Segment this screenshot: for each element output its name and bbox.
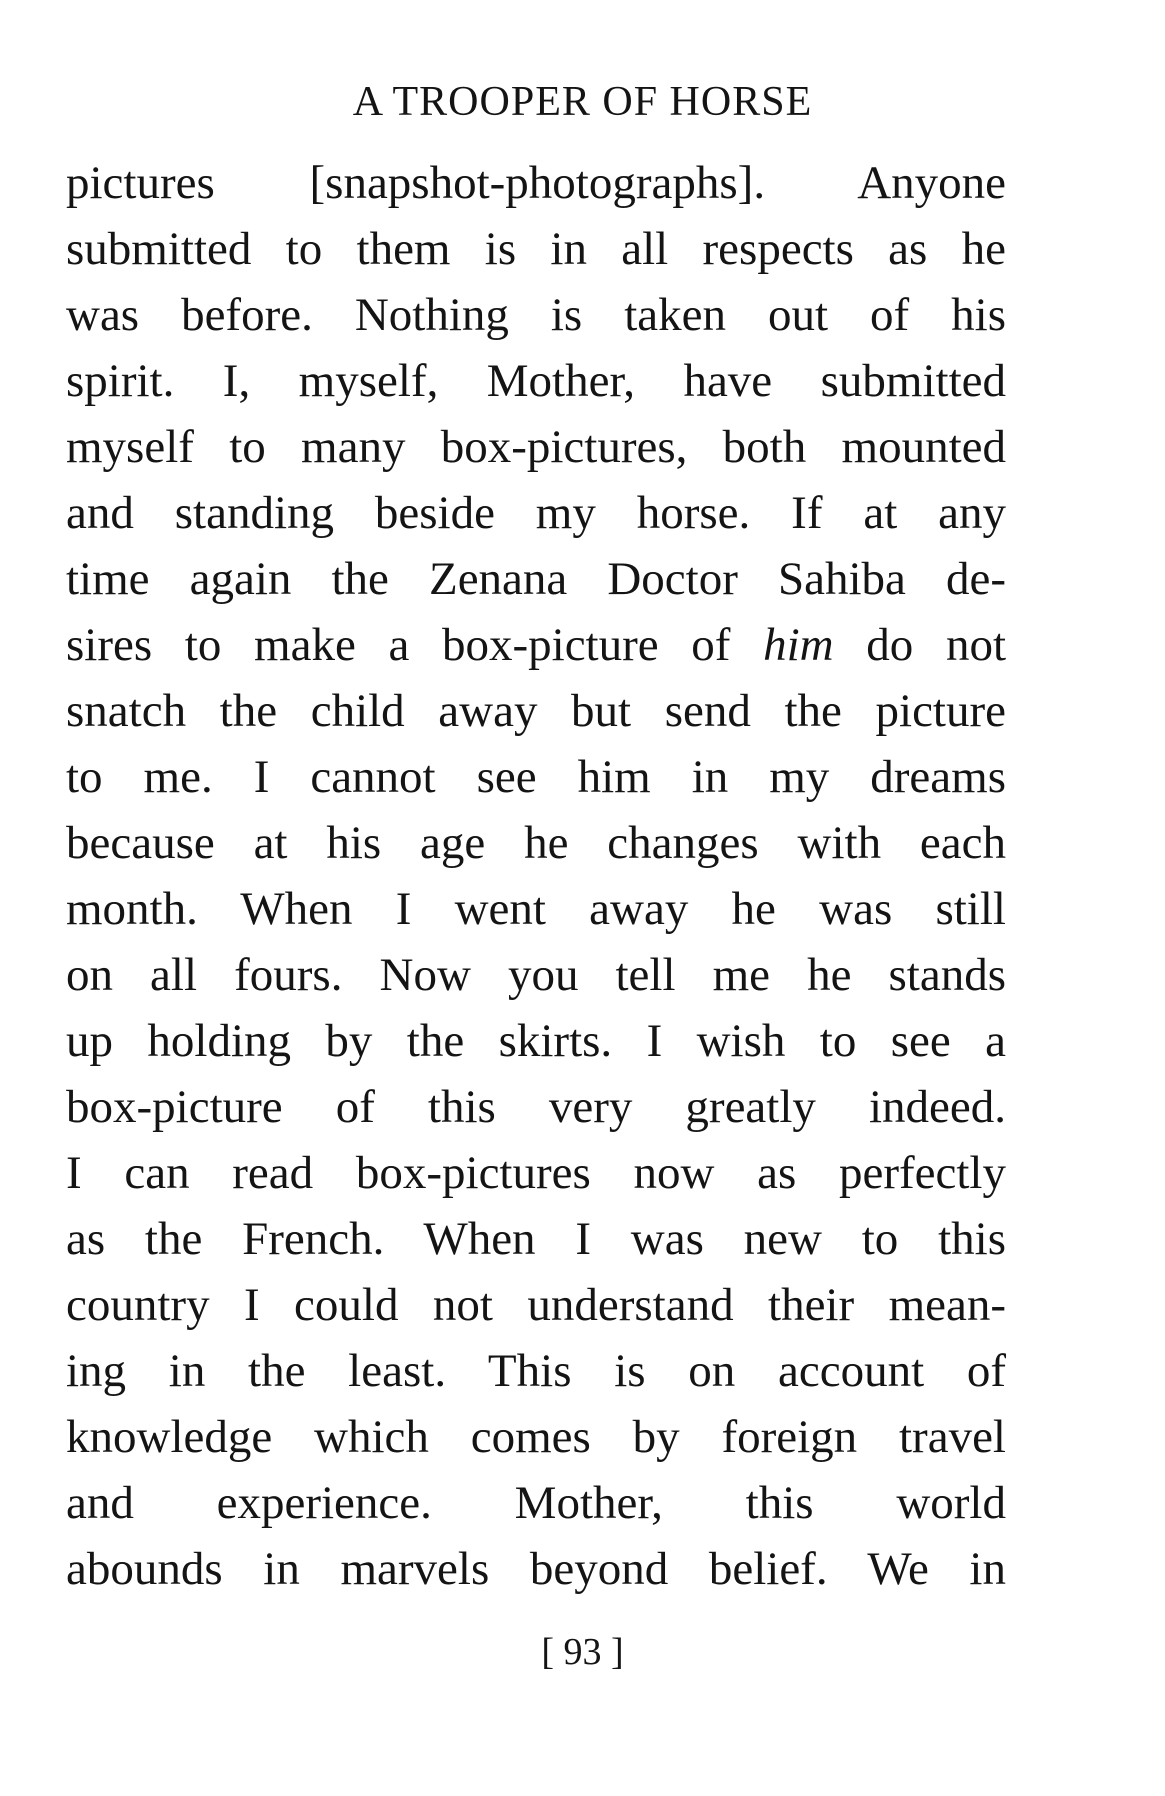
text-line: abounds in marvels beyond belief. We in: [66, 1543, 1006, 1595]
text-line: as the French. When I was new to this: [66, 1213, 1006, 1265]
text-line: to me. I cannot see him in my dreams: [66, 751, 1006, 803]
text-line: time again the Zenana Doctor Sahiba de-: [66, 553, 1006, 605]
text-line: on all fours. Now you tell me he stands: [66, 949, 1006, 1001]
text-line: myself to many box-pictures, both mounted: [66, 421, 1006, 473]
text-line: was before. Nothing is taken out of his: [66, 289, 1006, 341]
text-line: up holding by the skirts. I wish to see a: [66, 1015, 1006, 1067]
text-line: ing in the least. This is on account of: [66, 1345, 1006, 1397]
text-line: [66, 612, 1006, 678]
text-line: snatch the child away but send the picture: [66, 685, 1006, 737]
text-line: because at his age he changes with each: [66, 817, 1006, 869]
text-line: I can read box-pictures now as perfectly: [66, 1147, 1006, 1199]
text-line: knowledge which comes by foreign travel: [66, 1411, 1006, 1463]
text-line: and experience. Mother, this world: [66, 1477, 1006, 1529]
page-number: [ 93 ]: [541, 1631, 624, 1673]
text-line: month. When I went away he was still: [66, 883, 1006, 935]
text-segment: sires to make a box-picture of: [66, 619, 731, 671]
text-line: submitted to them is in all respects as he: [66, 223, 1006, 275]
text-line: box-picture of this very greatly indeed.: [66, 1081, 1006, 1133]
text-line: pictures [snapshot-photographs]. Anyone: [66, 157, 1006, 209]
text-line: and standing beside my horse. If at any: [66, 487, 1006, 539]
italic-word: him: [763, 619, 834, 671]
text-segment: do not: [866, 619, 1007, 671]
text-line: spirit. I, myself, Mother, have submitted: [66, 355, 1006, 407]
running-head: A TROOPER OF HORSE: [352, 79, 813, 125]
text-line: country I could not understand their mean-: [66, 1279, 1006, 1331]
body-text: [66, 150, 1006, 1602]
